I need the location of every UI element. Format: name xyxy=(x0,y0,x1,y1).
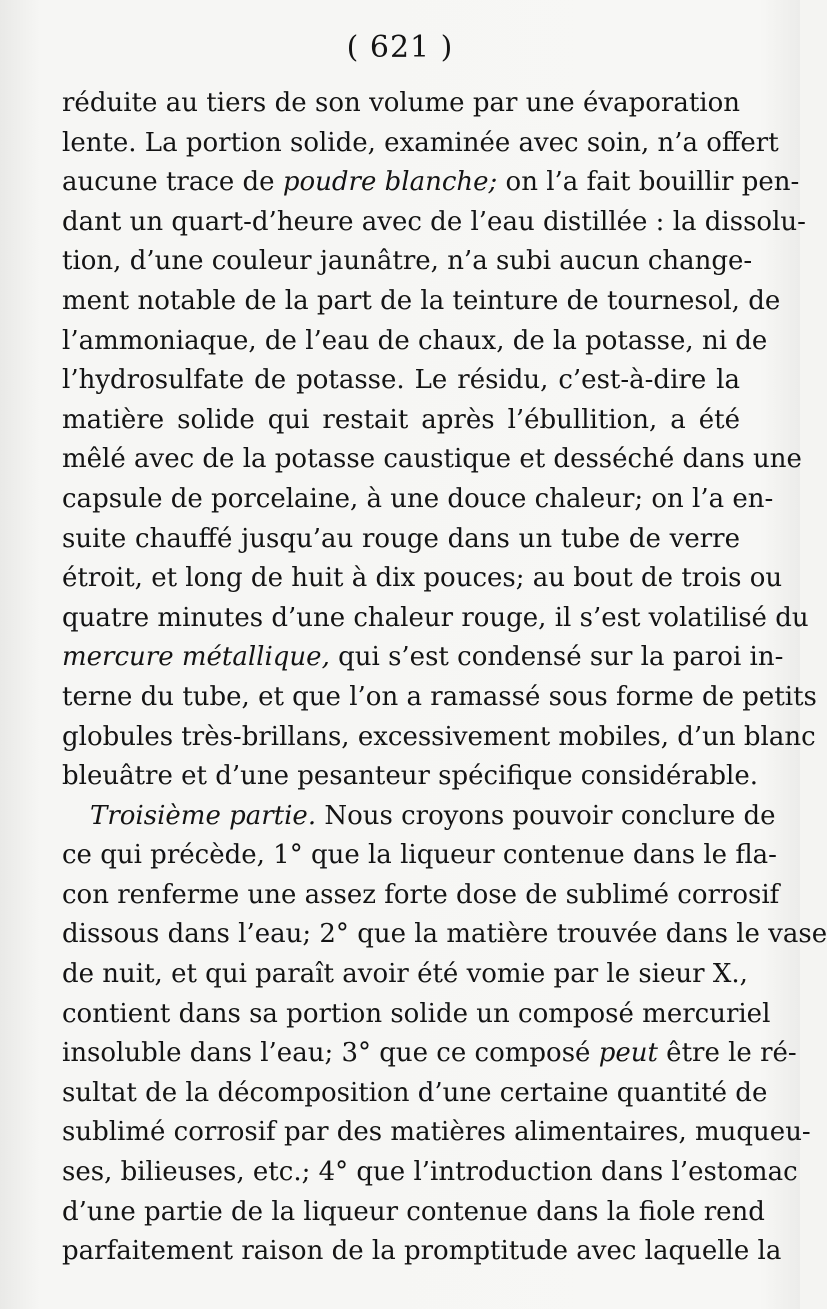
line-text: sultat de la décomposition d’une certaine quantité de xyxy=(62,1077,768,1108)
text-line xyxy=(62,638,784,678)
text-line xyxy=(62,599,809,639)
line-text: globules très-brillans, excessivement mobiles, d’un blanc xyxy=(62,721,816,752)
text-line xyxy=(62,1232,782,1272)
text-line xyxy=(62,1153,798,1193)
line-text: quatre minutes d’une chaleur rouge, il s’est volatilisé du xyxy=(62,602,809,633)
text-line xyxy=(62,876,780,916)
line-text: qui s’est condensé sur la paroi in- xyxy=(329,642,784,673)
line-text: sublimé corrosif par des matières alimentaires, muqueu- xyxy=(62,1117,811,1148)
text-line xyxy=(62,955,748,995)
line-text: matière solide qui restait après l’ébullition, a été xyxy=(62,404,740,435)
line-text: on l’a fait bouillir pen- xyxy=(497,167,800,198)
line-text: étroit, et long de huit à dix pouces; au bout de trois ou xyxy=(62,563,783,594)
line-text: ses, bilieuses, etc.; 4° que l’introduction dans l’estomac xyxy=(62,1157,798,1188)
line-text: l’ammoniaque, de l’eau de chaux, de la potasse, ni de xyxy=(62,325,768,356)
text-line xyxy=(62,203,806,243)
line-text: d’une partie de la liqueur contenue dans la fiole rend xyxy=(62,1196,765,1227)
text-line xyxy=(62,480,774,520)
line-text: insoluble dans l’eau; 3° que ce composé xyxy=(62,1038,599,1069)
line-text: Nous croyons pouvoir conclure de xyxy=(316,800,776,831)
line-text: aucune trace de xyxy=(62,167,283,198)
text-line xyxy=(62,322,768,362)
text-line xyxy=(62,1113,811,1153)
italic-text: poudre blanche; xyxy=(282,167,498,198)
line-text: de nuit, et qui paraît avoir été vomie par le sieur X., xyxy=(62,959,748,990)
line-text: dissous dans l’eau; 2° que la matière trouvée dans le vase xyxy=(62,919,827,950)
text-line xyxy=(62,836,777,876)
text-line xyxy=(62,520,740,560)
text-line xyxy=(62,1074,768,1114)
line-text: terne du tube, et que l’on a ramassé sous forme de petits xyxy=(62,681,817,712)
text-line xyxy=(62,718,816,758)
line-text: l’hydrosulfate de potasse. Le résidu, c’est-à-dire la xyxy=(62,365,740,396)
line-text: dant un quart-d’heure avec de l’eau distillée : la dissolu- xyxy=(62,206,806,237)
text-line xyxy=(62,124,779,164)
line-text: tion, d’une couleur jaunâtre, n’a subi aucun change- xyxy=(62,246,753,277)
text-line xyxy=(62,559,783,599)
text-line xyxy=(62,163,800,203)
text-line xyxy=(62,678,817,718)
text-line xyxy=(62,1193,765,1233)
line-text: bleuâtre et d’une pesanteur spécifique considérable. xyxy=(62,761,758,792)
text-line xyxy=(62,1034,797,1074)
text-line xyxy=(62,440,802,480)
text-line xyxy=(62,361,740,401)
line-text: contient dans sa portion solide un composé mercuriel xyxy=(62,998,771,1029)
text-line xyxy=(62,797,776,837)
text-line xyxy=(62,995,771,1035)
line-text: lente. La portion solide, examinée avec soin, n’a offert xyxy=(62,127,779,158)
line-text: ment notable de la part de la teinture de tournesol, de xyxy=(62,285,781,316)
line-text: con renferme une assez forte dose de sublimé corrosif xyxy=(62,879,780,910)
line-text: réduite au tiers de son volume par une évaporation xyxy=(62,88,740,118)
italic-text: Troisième partie. xyxy=(90,800,317,831)
italic-text: peut xyxy=(598,1038,658,1069)
italic-text: mercure métallique, xyxy=(62,642,330,673)
text-line xyxy=(62,84,740,124)
text-line xyxy=(62,915,827,955)
line-text: parfaitement raison de la promptitude avec laquelle la xyxy=(62,1236,782,1267)
line-text: capsule de porcelaine, à une douce chaleur; on l’a en- xyxy=(62,483,774,514)
line-text: mêlé avec de la potasse caustique et desséché dans une xyxy=(62,444,802,475)
line-text: suite chauffé jusqu’au rouge dans un tube de verre xyxy=(62,523,740,554)
page-number: ( 621 ) xyxy=(346,30,454,65)
text-line xyxy=(62,757,758,797)
text-line xyxy=(62,282,781,322)
text-line xyxy=(62,242,753,282)
body-text xyxy=(62,84,827,1272)
line-text: être le ré- xyxy=(657,1038,797,1069)
text-line xyxy=(62,401,740,441)
line-text: ce qui précède, 1° que la liqueur contenue dans le fla- xyxy=(62,840,777,871)
